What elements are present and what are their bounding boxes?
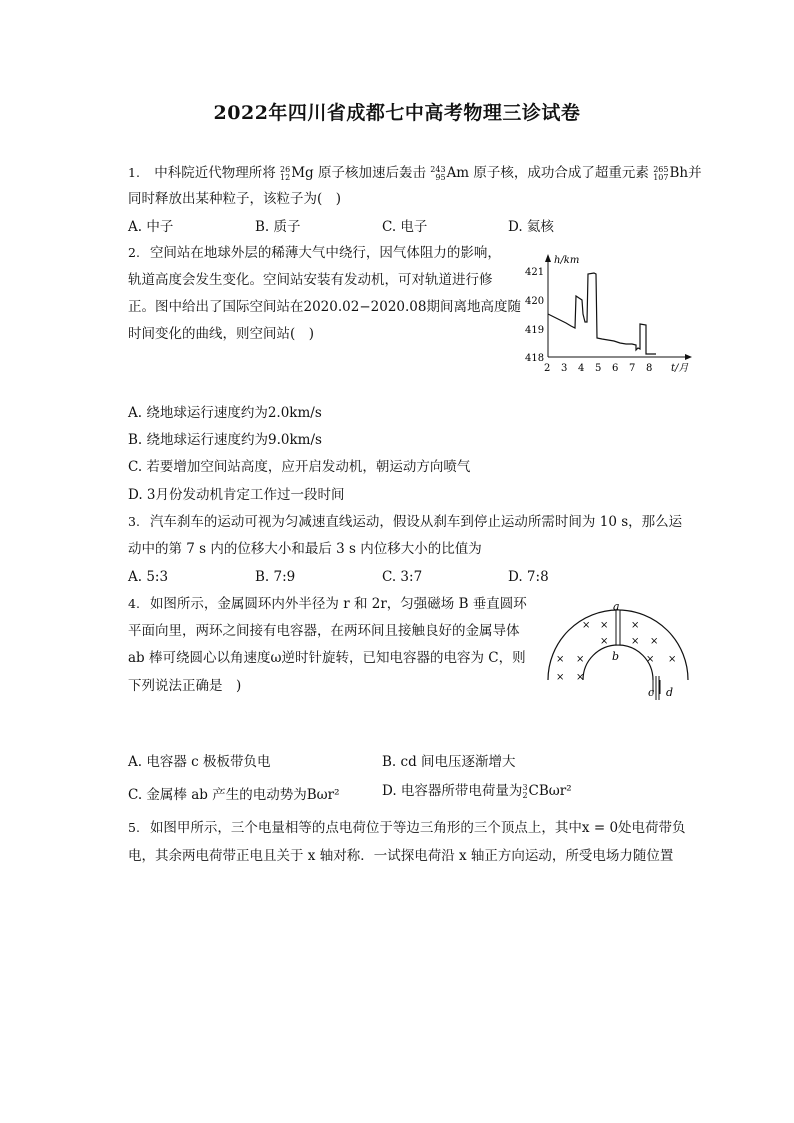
question-2-line-2: 轨道高度会发生变化。空间站安装有发动机，可对轨道进行修: [128, 272, 493, 288]
fraction-3-over-2: 3 2: [522, 782, 528, 800]
ring-capacitor-figure: [542, 600, 692, 700]
svg-text:×: ×: [600, 620, 609, 631]
question-5-number: 5.: [128, 820, 140, 835]
svg-text:×: ×: [576, 654, 585, 665]
graph-ytick: 419: [525, 325, 545, 336]
question-2-option-a[interactable]: A. 绕地球运行速度约为2.0km/s: [128, 405, 322, 421]
question-2-line-4: 时间变化的曲线，则空间站( ): [128, 326, 315, 342]
question-2-option-b[interactable]: B. 绕地球运行速度约为9.0km/s: [128, 432, 322, 448]
graph-y-arrow: [545, 254, 551, 262]
svg-text:×: ×: [556, 654, 565, 665]
am-nuclide: 243 95: [430, 164, 446, 182]
question-2-option-c[interactable]: C. 若要增加空间站高度，应开启发动机，朝运动方向喷气: [128, 459, 471, 475]
altitude-graph: [520, 250, 700, 375]
question-1-number: 1.: [128, 165, 140, 180]
question-2-number: 2.: [128, 245, 140, 260]
question-1-option-d[interactable]: D. 氦核: [508, 219, 554, 235]
question-1-line-2: 同时释放出某种粒子，该粒子为( ): [128, 191, 342, 207]
question-3-number: 3.: [128, 514, 140, 529]
question-3-option-b[interactable]: B. 7:9: [255, 569, 296, 585]
graph-x-label: t/月: [671, 363, 689, 374]
bh-nuclide: 265 107: [653, 164, 669, 182]
graph-xtick: 3: [561, 363, 568, 374]
graph-xtick: 7: [629, 363, 636, 374]
question-3-line-1: 3. 汽车刹车的运动可视为匀减速直线运动，假设从刹车到停止运动所需时间为 10 s，那么运: [128, 514, 683, 530]
svg-text:×: ×: [631, 636, 640, 647]
question-1-option-a[interactable]: A. 中子: [128, 219, 174, 235]
question-4-option-a[interactable]: A. 电容器 c 极板带负电: [128, 754, 271, 770]
question-4-number: 4.: [128, 596, 140, 611]
graph-xtick: 5: [595, 363, 602, 374]
page-title: 2022年四川省成都七中高考物理三诊试卷: [213, 102, 581, 124]
svg-text:×: ×: [576, 672, 585, 683]
question-2-line-1: 2. 空间站在地球外层的稀薄大气中绕行，因气体阻力的影响，: [128, 245, 501, 261]
label-b: b: [612, 650, 620, 663]
graph-x-arrow: [685, 354, 692, 360]
svg-text:×: ×: [631, 620, 640, 631]
ab-rod: [616, 610, 620, 645]
svg-text:×: ×: [650, 636, 659, 647]
question-4-line-4: 下列说法正确是 ): [128, 678, 242, 694]
question-2-option-d[interactable]: D. 3月份发动机肯定工作过一段时间: [128, 487, 345, 503]
svg-text:×: ×: [556, 672, 565, 683]
question-1-option-c[interactable]: C. 电子: [382, 219, 428, 235]
question-3-line-2: 动中的第 7 s 内的位移大小和最后 3 s 内位移大小的比值为: [128, 541, 482, 557]
question-4-line-1: 4. 如图所示，金属圆环内外半径为 r 和 2r，匀强磁场 B 垂直圆环: [128, 596, 527, 612]
question-3-option-c[interactable]: C. 3:7: [382, 569, 423, 585]
question-5-line-2: 电，其余两电荷带正电且关于 x 轴对称．一试探电荷沿 x 轴正方向运动，所受电场力随位置: [128, 848, 674, 864]
question-1-line-1: 1. 中科院近代物理所将 26 12Mg 原子核加速后轰击 243 95Am 原子核，成功合成了超重元素 265 107Bh并: [128, 164, 702, 182]
altitude-curve: [548, 273, 656, 354]
label-a: a: [613, 600, 620, 613]
question-4-option-d[interactable]: D. 电容器所带电荷量为3 2CBωr²: [382, 782, 572, 800]
question-4-line-2: 平面向里，两环之间接有电容器，在两环间且接触良好的金属导体: [128, 623, 520, 639]
svg-text:×: ×: [600, 636, 609, 647]
svg-text:×: ×: [646, 654, 655, 665]
graph-xtick: 4: [578, 363, 585, 374]
svg-text:×: ×: [668, 654, 677, 665]
question-3-option-d[interactable]: D. 7:8: [508, 569, 549, 585]
graph-ytick: 420: [525, 296, 545, 307]
svg-text:×: ×: [582, 620, 591, 631]
question-4-line-3: ab 棒可绕圆心以角速度ω逆时针旋转，已知电容器的电容为 C，则: [128, 650, 526, 666]
question-3-option-a[interactable]: A. 5:3: [128, 569, 169, 585]
graph-y-label: h/km: [554, 255, 580, 266]
graph-xtick: 6: [612, 363, 619, 374]
label-c: c: [648, 686, 655, 699]
question-2-line-3: 正。图中给出了国际空间站在2020.02−2020.08期间离地高度随: [128, 299, 521, 315]
mg-nuclide: 26 12: [280, 164, 291, 182]
question-1-option-b[interactable]: B. 质子: [255, 219, 301, 235]
label-d: d: [666, 686, 674, 699]
graph-ytick: 418: [525, 353, 545, 364]
graph-ytick: 421: [525, 267, 545, 278]
question-5-line-1: 5. 如图甲所示，三个电量相等的点电荷位于等边三角形的三个顶点上，其中x = 0处电荷带负: [128, 820, 686, 836]
graph-xtick: 2: [544, 363, 551, 374]
question-4-option-b[interactable]: B. cd 间电压逐渐增大: [382, 754, 516, 770]
question-4-option-c[interactable]: C. 金属棒 ab 产生的电动势为Bωr²: [128, 787, 340, 803]
graph-xtick: 8: [646, 363, 653, 374]
